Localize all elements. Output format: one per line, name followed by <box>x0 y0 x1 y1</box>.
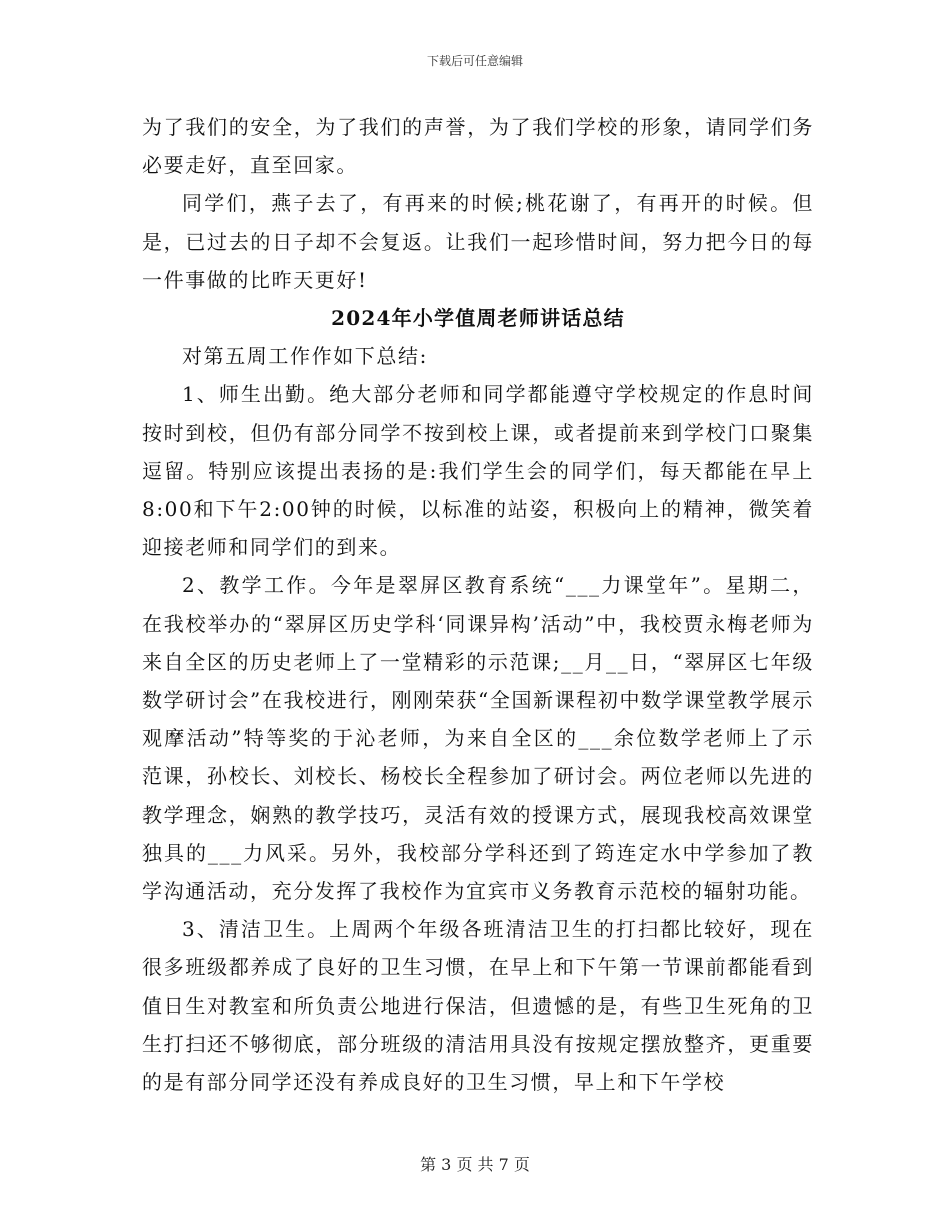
page-header-note: 下载后可任意编辑 <box>426 54 523 68</box>
summary-intro-paragraph: 对第五周工作作如下总结: <box>182 344 428 369</box>
teaching-paragraph: 2、教学工作。今年是翠屏区教育系统“___力课堂年”。星期二，在我校举办的“翠屏区历史学科‘同课异构’活动”中，我校贾永梅老师为来自全区的历史老师上了一堂精彩的示范课;__月__日，“翠屏区七年级数学研讨会”在我校进行，刚刚荣获“全国新课程初中数学课堂教学展示观摩活动”特等奖的于沁老师，为来自全区的___余位数学老师上了示范课，孙校长、刘校长、杨校长全程参加了研讨会。两位老师以先进的教学理念，娴熟的教学技巧，灵活有效的授课方式，展现我校高效课堂独具的___力风采。另外，我校部分学科还到了筠连定水中学参加了教学沟通活动，充分发挥了我校作为宜宾市义务教育示范校的辐射功能。 <box>142 573 814 904</box>
section-title: 2024年小学值周老师讲话总结 <box>331 306 625 331</box>
document-body <box>142 108 814 1101</box>
attendance-paragraph: 1、师生出勤。绝大部分老师和同学都能遵守学校规定的作息时间按时到校，但仍有部分同学不按到校上课，或者提前来到学校门口聚集逗留。特别应该提出表扬的是:我们学生会的同学们，每天都能在早上8:00和下午2:00钟的时候，以标准的站姿，积极向上的精神，微笑着迎接老师和同学们的到来。 <box>142 382 814 560</box>
page-number-footer: 第 3 页 共 7 页 <box>420 1155 530 1174</box>
cleaning-paragraph: 3、清洁卫生。上周两个年级各班清洁卫生的打扫都比较好，现在很多班级都养成了良好的卫生习惯，在早上和下午第一节课前都能看到值日生对教室和所负责公地进行保洁，但遗憾的是，有些卫生死角的卫生打扫还不够彻底，部分班级的清洁用具没有按规定摆放整齐，更重要的是有部分同学还没有养成良好的卫生习惯，早上和下午学校 <box>142 917 814 1095</box>
intro-paragraph-2: 同学们，燕子去了，有再来的时候;桃花谢了，有再开的时候。但是，已过去的日子却不会复返。让我们一起珍惜时间，努力把今日的每一件事做的比昨天更好! <box>142 191 814 292</box>
intro-paragraph-1: 为了我们的安全，为了我们的声誉，为了我们学校的形象，请同学们务必要走好，直至回家。 <box>142 115 814 178</box>
